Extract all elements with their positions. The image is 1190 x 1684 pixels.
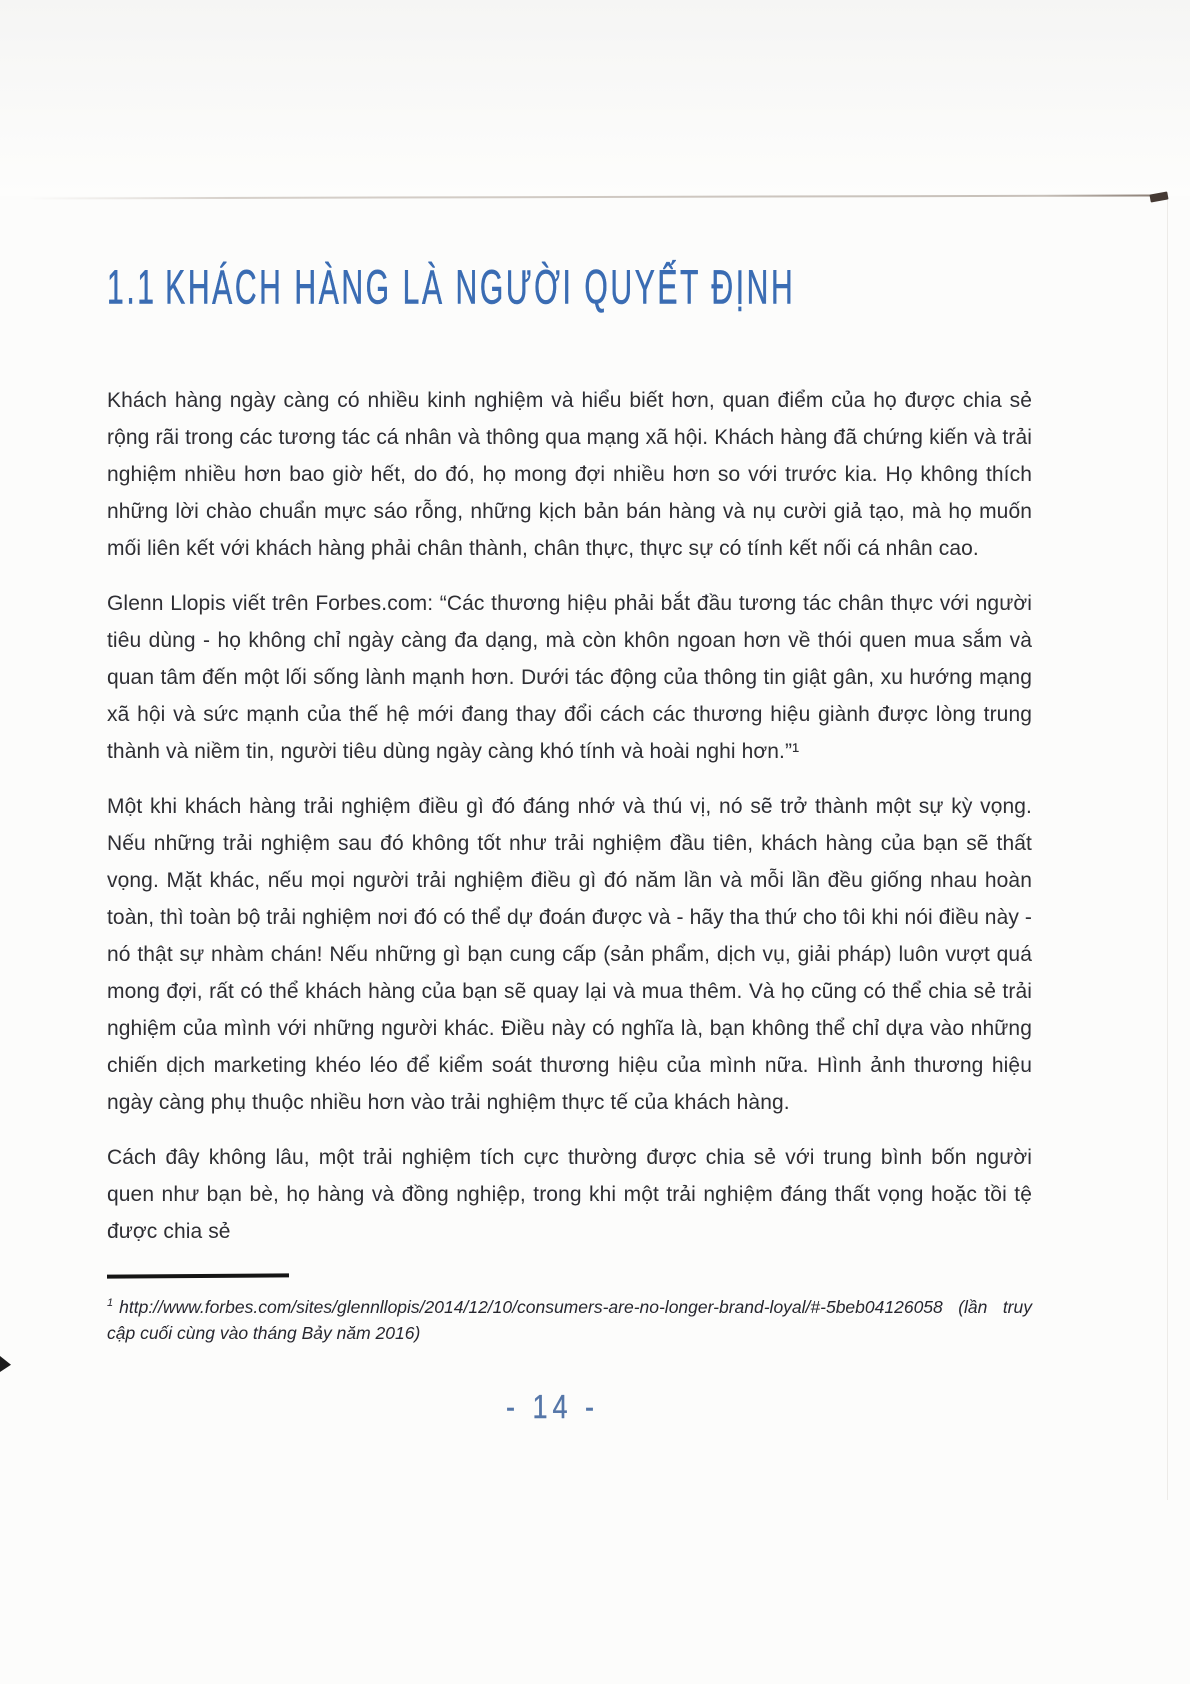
body-paragraph: Cách đây không lâu, một trải nghiệm tích cực thường được chia sẻ với trung bình bốn người quen như bạn bè, họ hàng và đồng nghiệp, trong khi một trải nghiệm đáng thất vọng hoặc tồi tệ được chia sẻ: [107, 1146, 1032, 1243]
section-title: KHÁCH HÀNG LÀ NGƯỜI QUYẾT ĐỊNH: [165, 260, 796, 315]
body-paragraph: Glenn Llopis viết trên Forbes.com: “Các thương hiệu phải bắt đầu tương tác chân thực với người tiêu dùng - họ không chỉ ngày càng đa dạng, mà còn khôn ngoan hơn về thói quen mua sắm và quan tâm đến một lối sống lành mạnh hơn. Dưới tác động của thông tin giật gân, xu hướng mạng xã hội và sức mạnh của thế hệ mới đang thay đổi cách các thương hiệu giành được lòng trung thành và niềm tin, người tiêu dùng ngày càng khó tính và hoài nghi hơn.”¹: [107, 592, 1032, 763]
section-heading-text: [107, 261, 795, 316]
page-number: - 14 -: [505, 1388, 600, 1426]
section-heading: [107, 260, 1032, 340]
scan-corner-mark: [1149, 191, 1168, 202]
scan-top-shading: [0, 0, 1190, 196]
footnote-note: (lần truy cập cuối cùng vào tháng Bảy năm 2016): [107, 1296, 1032, 1343]
body-text-block: [107, 382, 1032, 1250]
footnote: [107, 1290, 1032, 1346]
footnote-divider: [107, 1273, 289, 1278]
footnote-url: http://www.forbes.com/sites/glennllopis/2014/12/10/consumers-are-no-longer-brand-loyal/#-5beb04126058: [119, 1296, 943, 1317]
scan-page-edge-right: [1167, 200, 1168, 1500]
section-number: 1.1: [107, 260, 157, 315]
body-paragraph: Một khi khách hàng trải nghiệm điều gì đó đáng nhớ và thú vị, nó sẽ trở thành một sự kỳ vọng. Nếu những trải nghiệm sau đó không tốt như trải nghiệm đầu tiên, khách hàng của bạn sẽ thất vọng. Mặt khác, nếu mọi người trải nghiệm điều gì đó năm lần và mỗi lần đều giống nhau hoàn toàn, thì toàn bộ trải nghiệm nơi đó có thể dự đoán được và - hãy tha thứ cho tôi khi nói điều này - nó thật sự nhàm chán! Nếu những gì bạn cung cấp (sản phẩm, dịch vụ, giải pháp) luôn vượt quá mong đợi, rất có thể khách hàng của bạn sẽ quay lại và mua thêm. Và họ cũng có thể chia sẻ trải nghiệm của mình với những người khác. Điều này có nghĩa là, bạn không thể chỉ dựa vào những chiến dịch marketing khéo léo để kiểm soát thương hiệu của mình nữa. Hình ảnh thương hiệu ngày càng phụ thuộc nhiều hơn vào trải nghiệm thực tế của khách hàng.: [107, 795, 1032, 1114]
scan-left-margin-mark: [0, 1356, 11, 1372]
body-paragraph: Khách hàng ngày càng có nhiều kinh nghiệm và hiểu biết hơn, quan điểm của họ được chia sẻ rộng rãi trong các tương tác cá nhân và thông qua mạng xã hội. Khách hàng đã chứng kiến và trải nghiệm nhiều hơn bao giờ hết, do đó, họ mong đợi nhiều hơn so với trước kia. Họ không thích những lời chào chuẩn mực sáo rỗng, những kịch bản bán hàng và nụ cười giả tạo, mà họ muốn mối liên kết với khách hàng phải chân thành, chân thực, thực sự có tính kết nối cá nhân cao.: [107, 389, 1032, 560]
page-content: [107, 260, 1032, 1346]
footnote-marker: 1: [107, 1297, 114, 1309]
